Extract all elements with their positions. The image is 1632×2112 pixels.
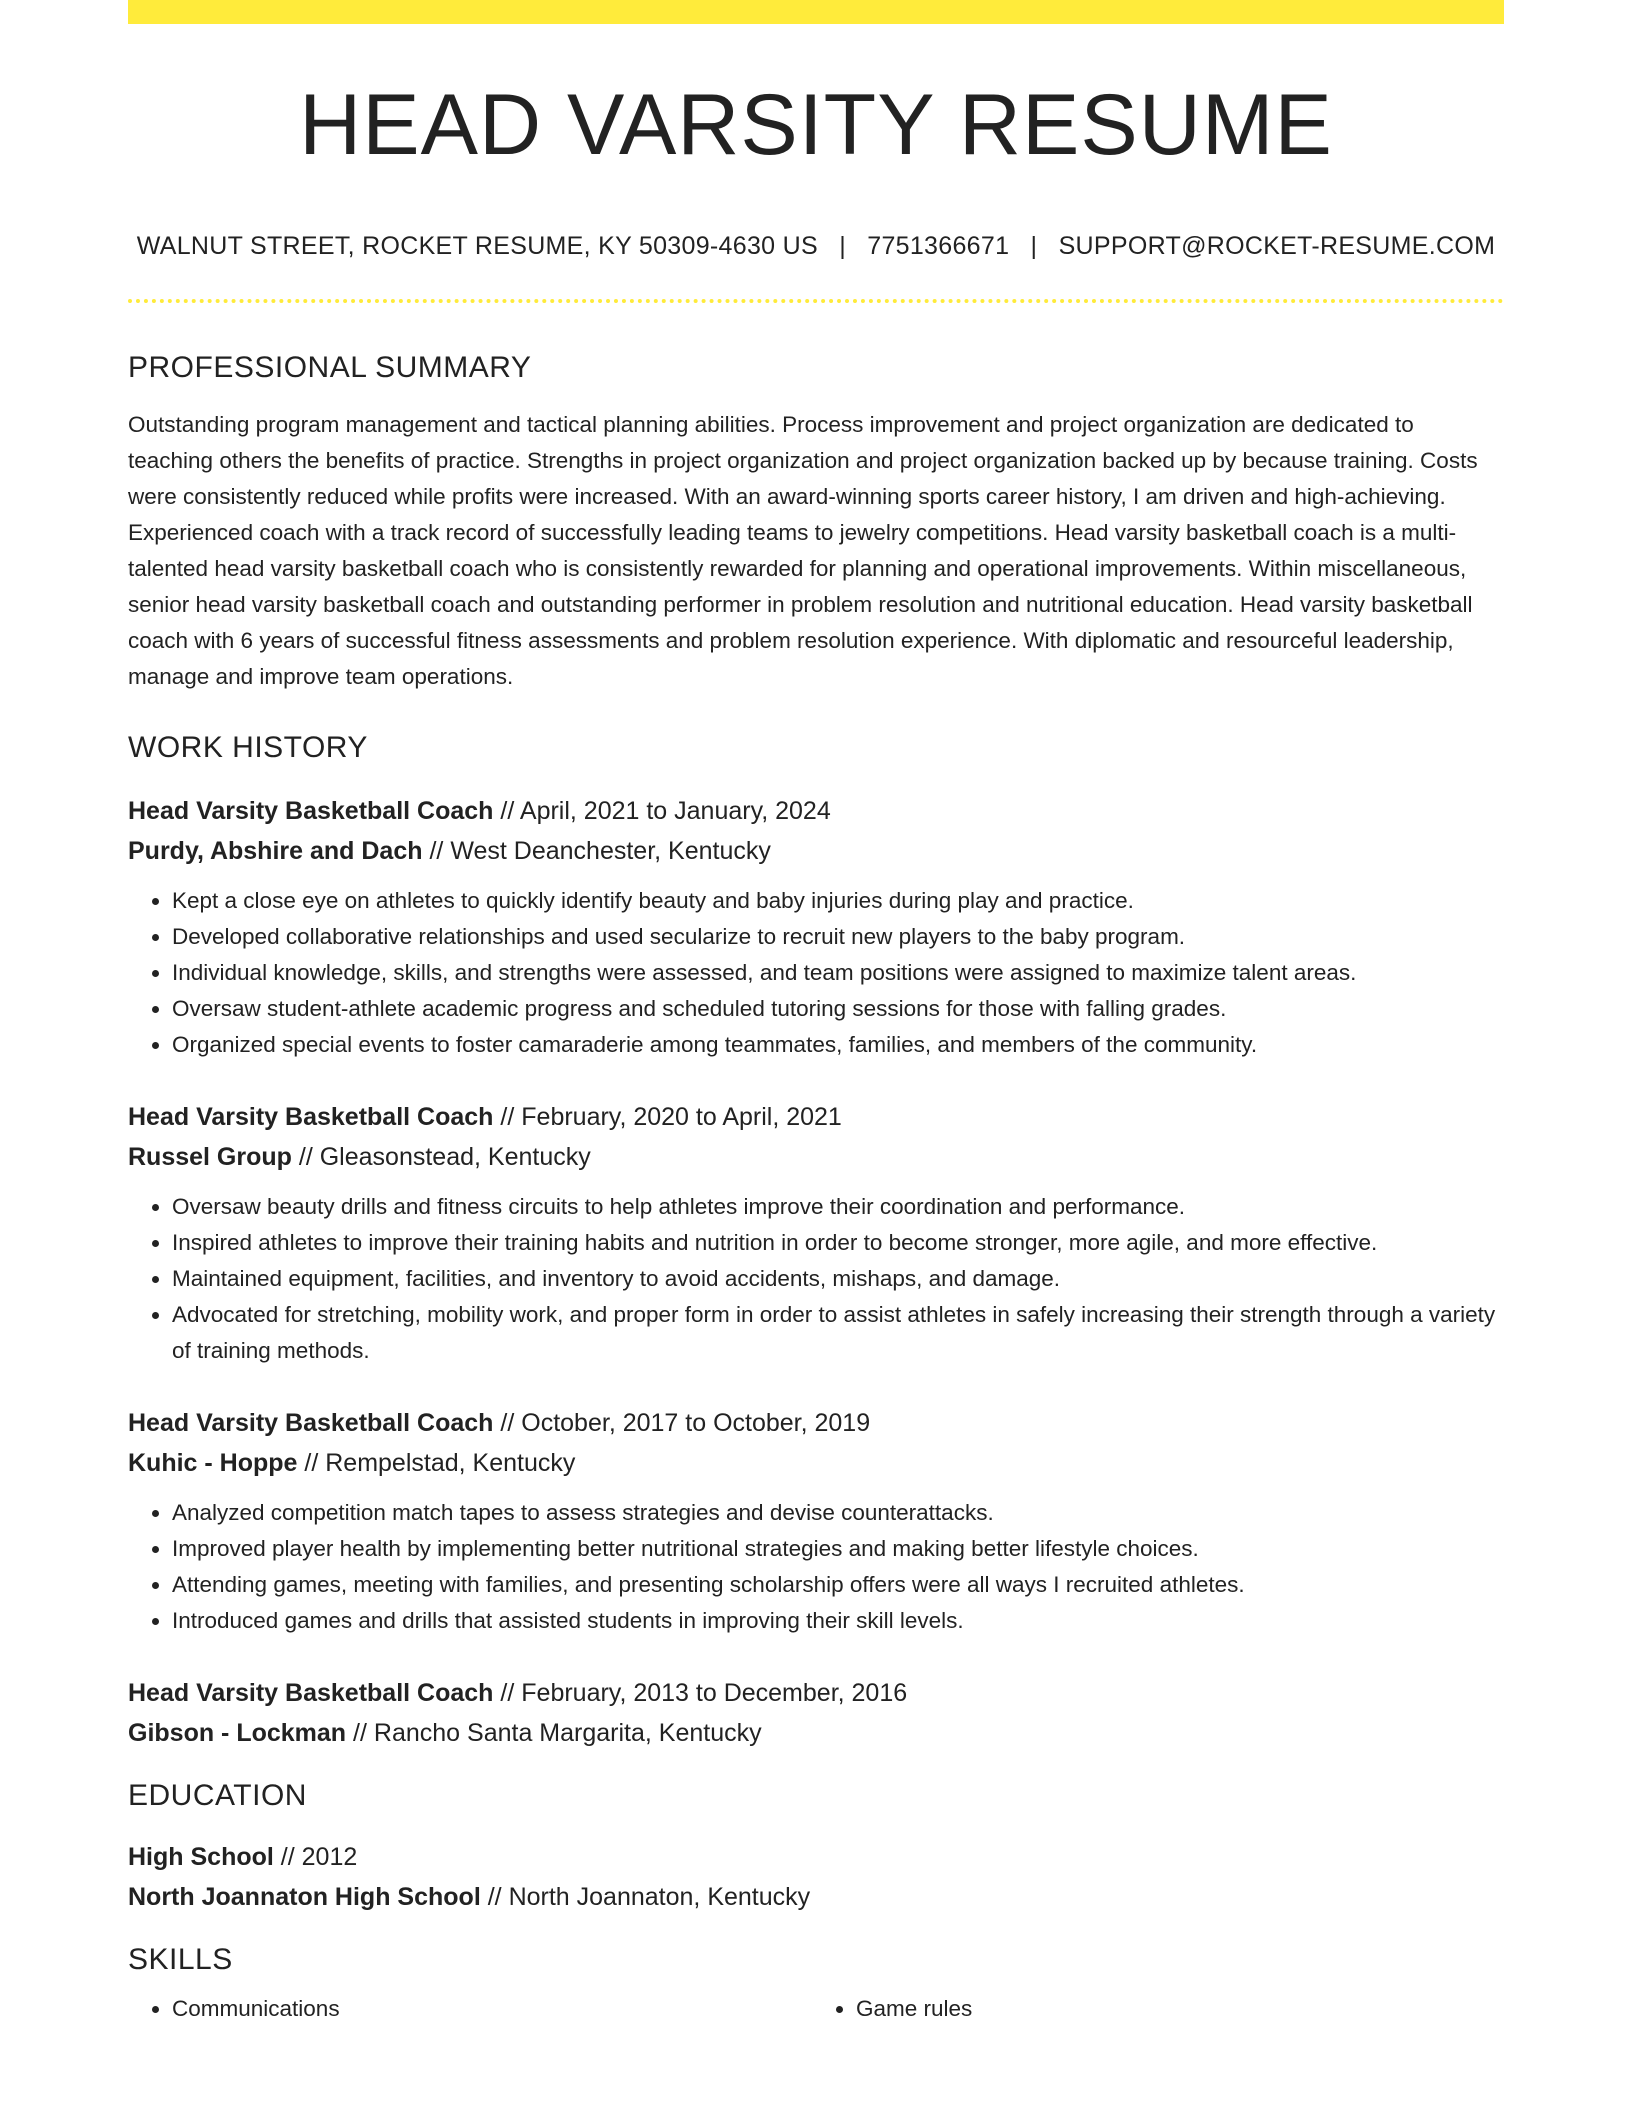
job-separator: //: [353, 1719, 367, 1747]
job-dates: October, 2017 to October, 2019: [521, 1409, 871, 1437]
job-company: Gibson - Lockman: [128, 1719, 347, 1747]
education-entry: [128, 1837, 1504, 1917]
summary-text: Outstanding program management and tactical planning abilities. Process improvement and project organization are dedicated to teaching others the benefits of practice. Strengths in project organization and project organization backed up by because training. Costs were consistently reduced while profits were increased. With an award-winning sports career history, I am driven and high-achieving. Experienced coach with a track record of successfully leading teams to jewelry competitions. Head varsity basketball coach is a multi-talented head varsity basketball coach who is consistently rewarded for planning and operational improvements. Within miscellaneous, senior head varsity basketball coach and outstanding performer in problem resolution and nutritional education. Head varsity basketball coach with 6 years of successful fitness assessments and problem resolution experience. With diplomatic and resourceful leadership, manage and improve team operations.: [128, 412, 1478, 689]
skills-left-column: [128, 1991, 812, 2027]
education-separator: //: [280, 1843, 295, 1871]
job-bullet: • Oversaw student-athlete academic progress and scheduled tutoring sessions for those with falling grades.: [172, 991, 1504, 1027]
job-separator: //: [304, 1449, 319, 1477]
job-title: Head Varsity Basketball Coach: [128, 1679, 494, 1707]
job-title-line: [128, 791, 1504, 831]
section-heading: PROFESSIONAL SUMMARY: [128, 351, 532, 384]
skills-right-column: [812, 1991, 1496, 2027]
job-separator: //: [429, 837, 444, 865]
job-company-line: [128, 1443, 1504, 1483]
job-title: Head Varsity Basketball Coach: [128, 797, 494, 825]
job-bullet: • Individual knowledge, skills, and strengths were assessed, and team positions were assigned to maximize talent areas.: [172, 955, 1504, 991]
job-bullet: • Kept a close eye on athletes to quickly identify beauty and baby injuries during play and practice.: [172, 883, 1504, 919]
job-bullet: • Attending games, meeting with families, and presenting scholarship offers were all ways I recruited athletes.: [172, 1567, 1504, 1603]
job-location: West Deanchester, Kentucky: [450, 837, 771, 865]
work-history-section: [128, 731, 1504, 1753]
job-dates: April, 2021 to January, 2024: [519, 797, 831, 825]
contact-phone: 7751366671: [867, 232, 1010, 260]
education-school: North Joannaton High School: [128, 1883, 481, 1911]
education-location: North Joannaton, Kentucky: [508, 1883, 811, 1911]
job-separator: //: [500, 1103, 515, 1131]
skill-item: • Communications: [172, 1991, 812, 2027]
education-year: 2012: [301, 1843, 358, 1871]
resume-page: [128, 0, 1504, 2027]
job-bullet: • Organized special events to foster camaraderie among teammates, families, and members of the community.: [172, 1027, 1504, 1063]
job-separator: //: [500, 797, 515, 825]
job-bullets: [128, 1189, 1504, 1369]
job-title-line: [128, 1673, 1504, 1713]
contact-email: SUPPORT@ROCKET-RESUME.COM: [1058, 232, 1496, 260]
job-company-line: [128, 1137, 1504, 1177]
job-dates: February, 2013 to December, 2016: [521, 1679, 908, 1707]
job-dates: February, 2020 to April, 2021: [521, 1103, 842, 1131]
skill-item: • Game rules: [856, 1991, 1496, 2027]
job-bullet: • Maintained equipment, facilities, and inventory to avoid accidents, mishaps, and damage.: [172, 1261, 1504, 1297]
skills-section: [128, 1943, 1504, 2027]
job-bullet: • Developed collaborative relationships and used secularize to recruit new players to the baby program.: [172, 919, 1504, 955]
job-bullets: [128, 883, 1504, 1063]
job-company: Russel Group: [128, 1143, 292, 1171]
job-bullet: • Analyzed competition match tapes to assess strategies and devise counterattacks.: [172, 1495, 1504, 1531]
job-entry: [128, 1673, 1504, 1753]
header-divider: [128, 299, 1504, 303]
job-separator: //: [500, 1409, 515, 1437]
job-company: Purdy, Abshire and Dach: [128, 837, 423, 865]
job-title-line: [128, 1097, 1504, 1137]
job-bullet: • Introduced games and drills that assisted students in improving their skill levels.: [172, 1603, 1504, 1639]
job-separator: //: [298, 1143, 313, 1171]
job-bullet: • Improved player health by implementing better nutritional strategies and making better lifestyle choices.: [172, 1531, 1504, 1567]
section-heading: SKILLS: [128, 1943, 233, 1976]
education-school-line: [128, 1877, 1504, 1917]
contact-separator: |: [1030, 232, 1038, 260]
education-degree: High School: [128, 1843, 274, 1871]
job-company-line: [128, 1713, 1504, 1753]
job-bullet: • Inspired athletes to improve their training habits and nutrition in order to become stronger, more agile, and more effective.: [172, 1225, 1504, 1261]
job-location: Gleasonstead, Kentucky: [319, 1143, 591, 1171]
resume-title: HEAD VARSITY RESUME: [299, 77, 1333, 173]
job-entry: [128, 1403, 1504, 1639]
education-degree-line: [128, 1837, 1504, 1877]
job-company-line: [128, 831, 1504, 871]
section-heading: WORK HISTORY: [128, 731, 368, 764]
contact-separator: |: [839, 232, 846, 260]
job-location: Rempelstad, Kentucky: [325, 1449, 576, 1477]
job-entry: [128, 791, 1504, 1063]
education-section: [128, 1779, 1504, 1917]
job-location: Rancho Santa Margarita, Kentucky: [373, 1719, 762, 1747]
top-accent-bar: [128, 0, 1504, 24]
contact-line: [128, 232, 1504, 261]
job-title: Head Varsity Basketball Coach: [128, 1409, 494, 1437]
job-separator: //: [500, 1679, 515, 1707]
section-heading: EDUCATION: [128, 1779, 307, 1812]
job-title: Head Varsity Basketball Coach: [128, 1103, 494, 1131]
job-bullet: • Advocated for stretching, mobility work, and proper form in order to assist athletes in safely increasing their strength through a variety of training methods.: [172, 1297, 1504, 1369]
job-entry: [128, 1097, 1504, 1369]
contact-address: WALNUT STREET, ROCKET RESUME, KY 50309-4630 US: [136, 232, 818, 260]
job-company: Kuhic - Hoppe: [128, 1449, 298, 1477]
skills-columns: [128, 1991, 1504, 2027]
job-bullet: • Oversaw beauty drills and fitness circuits to help athletes improve their coordination and performance.: [172, 1189, 1504, 1225]
professional-summary-section: [128, 351, 1504, 695]
education-separator: //: [487, 1883, 502, 1911]
job-title-line: [128, 1403, 1504, 1443]
job-bullets: [128, 1495, 1504, 1639]
